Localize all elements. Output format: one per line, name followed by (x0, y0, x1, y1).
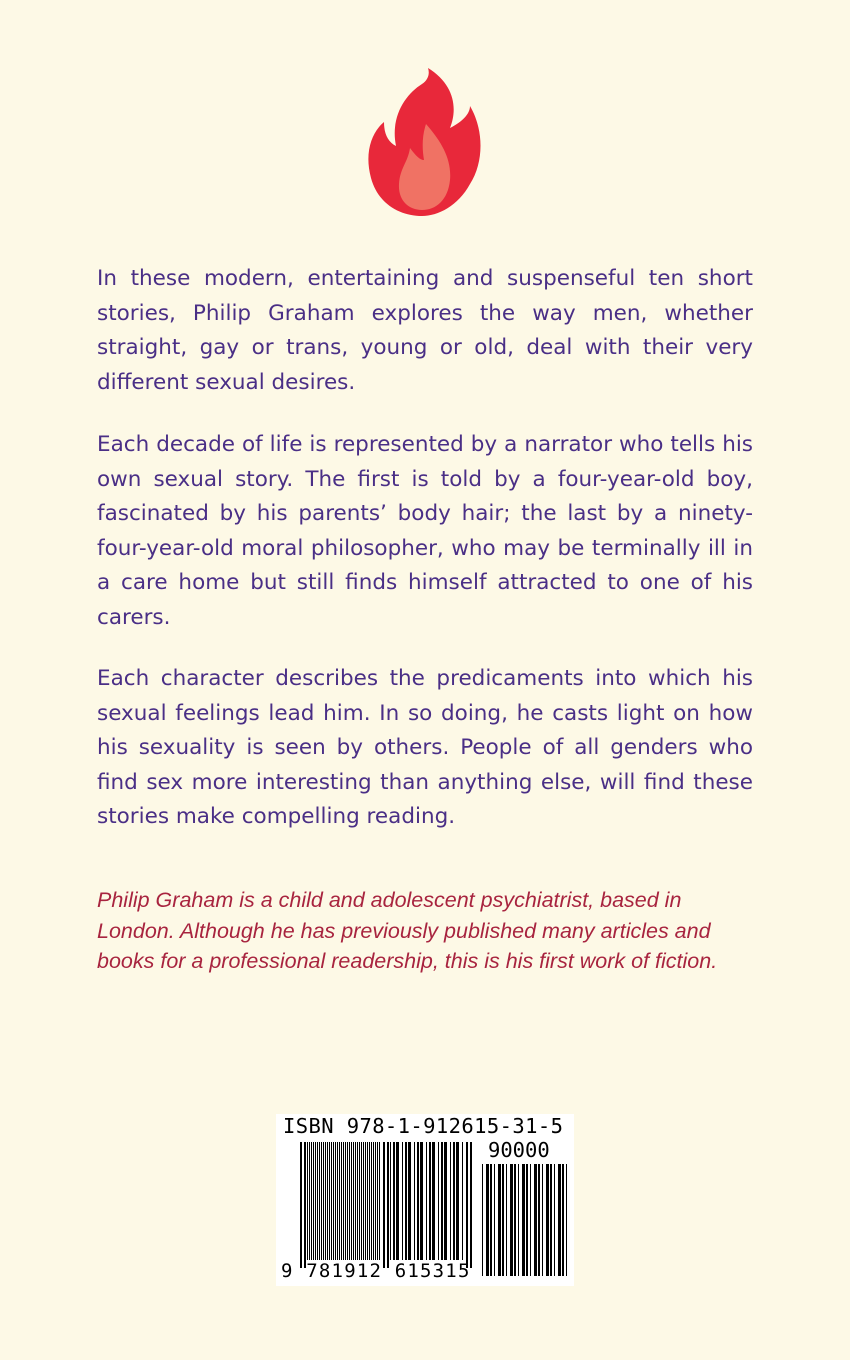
barcode-bar (444, 1142, 447, 1260)
barcode-bar (432, 1142, 435, 1260)
barcode-bar (542, 1164, 543, 1276)
barcode-bar (402, 1142, 403, 1260)
barcode-bar (319, 1142, 320, 1260)
barcode-guard-bar (383, 1142, 385, 1268)
barcode-bar (450, 1142, 451, 1260)
barcode-bar (494, 1164, 495, 1276)
barcode-bar (396, 1142, 399, 1260)
barcode-bar (550, 1164, 552, 1276)
barcode-bar (341, 1142, 342, 1260)
barcode-bar (347, 1142, 348, 1260)
blurb-paragraph-3: Each character describes the predicaments into which his sexual feelings lead him. In so doing, he casts light on how his sexuality is seen by others. People of all genders who find sex more interesting than anything else, will find these stories make compelling reading. (97, 666, 753, 829)
barcode-bar (333, 1142, 334, 1260)
barcode-bar (375, 1142, 376, 1260)
barcode-bar (309, 1142, 310, 1260)
barcode-bar (351, 1142, 352, 1260)
barcode-bar (453, 1142, 455, 1260)
barcode-bar (379, 1142, 380, 1260)
barcode-bar (335, 1142, 336, 1260)
barcode-guard-bar (304, 1142, 306, 1268)
barcode-bar (546, 1164, 549, 1276)
barcode-bar (323, 1142, 324, 1260)
barcode-bar (562, 1164, 564, 1276)
barcode-bar (456, 1142, 459, 1260)
barcode-bar (331, 1142, 332, 1260)
barcode-bar (490, 1164, 492, 1276)
barcode-bar (321, 1142, 322, 1260)
barcode-bar (538, 1164, 540, 1276)
barcode-bar (357, 1142, 358, 1260)
barcode-bar (482, 1164, 483, 1276)
barcode-bar (530, 1164, 531, 1276)
barcode-bar (307, 1142, 308, 1260)
barcode-bar (311, 1142, 312, 1260)
barcode-bar (317, 1142, 318, 1260)
barcode-bar (325, 1142, 326, 1260)
barcode-bar (405, 1142, 407, 1260)
ean-digits: 9 781912 615315 (281, 1260, 471, 1282)
barcode-bar (345, 1142, 346, 1260)
barcode-bar (373, 1142, 374, 1260)
barcode-bar (355, 1142, 356, 1260)
barcode-bar (429, 1142, 431, 1260)
barcode-guard-bar (300, 1142, 302, 1268)
isbn-label: ISBN 978-1-912615-31-5 (283, 1114, 564, 1138)
barcode-bar (371, 1142, 372, 1260)
barcode-bar (514, 1164, 516, 1276)
barcode-bar (518, 1164, 519, 1276)
barcode-bar (408, 1142, 411, 1260)
barcode-bar (566, 1164, 567, 1276)
barcode-bar (426, 1142, 427, 1260)
barcode-bar (353, 1142, 354, 1260)
barcode-bar (363, 1142, 364, 1260)
barcode-guard-bar (387, 1142, 389, 1268)
barcode-bar (313, 1142, 314, 1260)
barcode-bar (315, 1142, 316, 1260)
barcode-bar (343, 1142, 344, 1260)
barcode-bar (526, 1164, 528, 1276)
barcode-bar (534, 1164, 537, 1276)
barcode-bar (393, 1142, 395, 1260)
barcode-bar (554, 1164, 555, 1276)
barcode-bar (462, 1142, 463, 1260)
barcode-bar (420, 1142, 423, 1260)
flame-icon (366, 66, 482, 218)
barcode-bar (359, 1142, 360, 1260)
barcode-bar (361, 1142, 362, 1260)
barcode-bar (390, 1142, 391, 1260)
barcode-bar (367, 1142, 368, 1260)
blurb-paragraph-1: In these modern, entertaining and suspenseful ten short stories, Philip Graham explores the way men, whether straight, gay or trans, young or old, deal with their very different sexual desires. (97, 266, 753, 395)
barcode-guard-bar (466, 1142, 468, 1268)
barcode-bar (498, 1164, 501, 1276)
barcode-bar (377, 1142, 378, 1260)
barcode-bar (329, 1142, 330, 1260)
barcode-bar (486, 1164, 489, 1276)
barcode-bar (522, 1164, 525, 1276)
barcode-bar (327, 1142, 328, 1260)
barcode-bar (337, 1142, 338, 1260)
barcode-guard-bar (470, 1142, 472, 1268)
barcode-bar (510, 1164, 513, 1276)
barcode-bar (414, 1142, 415, 1260)
barcode-bar (438, 1142, 439, 1260)
barcode-bar (369, 1142, 370, 1260)
barcode-bar (502, 1164, 504, 1276)
price-code: 90000 (488, 1138, 550, 1162)
author-bio: Philip Graham is a child and adolescent psychiatrist, based in London. Although he has previously published many articles and books for a professional readership, this is his first work of fiction. (97, 888, 718, 973)
isbn-barcode (276, 1114, 574, 1286)
blurb-paragraph-2: Each decade of life is represented by a narrator who tells his own sexual story. The first is told by a four-year-old boy, fascinated by his parents’ body hair; the last by a ninety-four-year-old moral philosopher, who may be terminally ill in a care home but still finds himself attracted to one of his carers. (97, 432, 753, 630)
barcode-bar (339, 1142, 340, 1260)
barcode-bar (417, 1142, 419, 1260)
barcode-bar (558, 1164, 561, 1276)
barcode-bar (506, 1164, 507, 1276)
barcode-bar (349, 1142, 350, 1260)
barcode-bar (441, 1142, 443, 1260)
barcode-bar (365, 1142, 366, 1260)
